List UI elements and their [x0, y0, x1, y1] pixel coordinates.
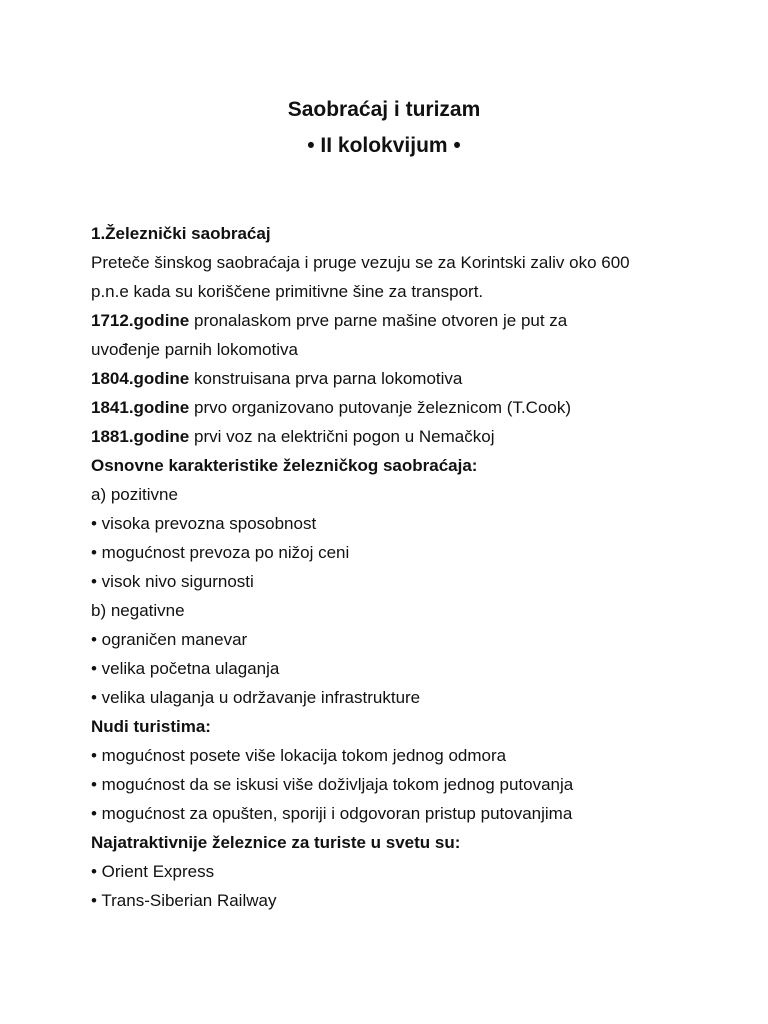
intro-line: Preteče šinskog saobraćaja i pruge vezuju se za Korintski zaliv oko 600	[91, 253, 630, 272]
list-item: • mogućnost da se iskusi više doživljaja tokom jednog putovanja	[91, 775, 574, 794]
event-year: 1712.godine	[91, 311, 190, 330]
document-title: Saobraćaj i turizam	[287, 98, 481, 121]
history-event	[91, 364, 711, 393]
list-item: • Trans-Siberian Railway	[91, 891, 277, 910]
list-item: • visok nivo sigurnosti	[91, 572, 254, 591]
history-event-continuation: uvođenje parnih lokomotiva	[91, 340, 298, 359]
positive-label: a) pozitivne	[91, 485, 178, 504]
event-text: prvi voz na električni pogon u Nemačkoj	[189, 427, 495, 446]
list-item: • velika ulaganja u održavanje infrastrukture	[91, 688, 421, 707]
event-text: konstruisana prva parna lokomotiva	[189, 369, 463, 388]
event-text: pronalaskom prve parne mašine otvoren je put za	[189, 311, 568, 330]
list-item: • ograničen manevar	[91, 630, 248, 649]
list-item: • mogućnost prevoza po nižoj ceni	[91, 543, 350, 562]
list-item: • velika početna ulaganja	[91, 659, 280, 678]
list-item: • mogućnost za opušten, sporiji i odgovoran pristup putovanjima	[91, 804, 573, 823]
history-event	[91, 422, 711, 451]
list-item: • mogućnost posete više lokacija tokom jednog odmora	[91, 746, 507, 765]
attractive-heading: Najatraktivnije železnice za turiste u svetu su:	[91, 833, 461, 852]
title-block	[0, 92, 768, 164]
negative-label: b) negativne	[91, 601, 185, 620]
event-year: 1841.godine	[91, 398, 190, 417]
document-body	[91, 219, 711, 915]
list-item: • Orient Express	[91, 862, 215, 881]
section-heading: 1.Železnički saobraćaj	[91, 224, 271, 243]
list-item: • visoka prevozna sposobnost	[91, 514, 317, 533]
history-event	[91, 393, 711, 422]
event-year: 1881.godine	[91, 427, 190, 446]
characteristics-heading: Osnovne karakteristike železničkog saobraćaja:	[91, 456, 478, 475]
history-event	[91, 306, 711, 335]
document-subtitle: • II kolokvijum •	[307, 134, 461, 157]
intro-line: p.n.e kada su koriščene primitivne šine za transport.	[91, 282, 484, 301]
event-year: 1804.godine	[91, 369, 190, 388]
event-text: prvo organizovano putovanje železnicom (T.Cook)	[189, 398, 572, 417]
offers-heading: Nudi turistima:	[91, 717, 211, 736]
